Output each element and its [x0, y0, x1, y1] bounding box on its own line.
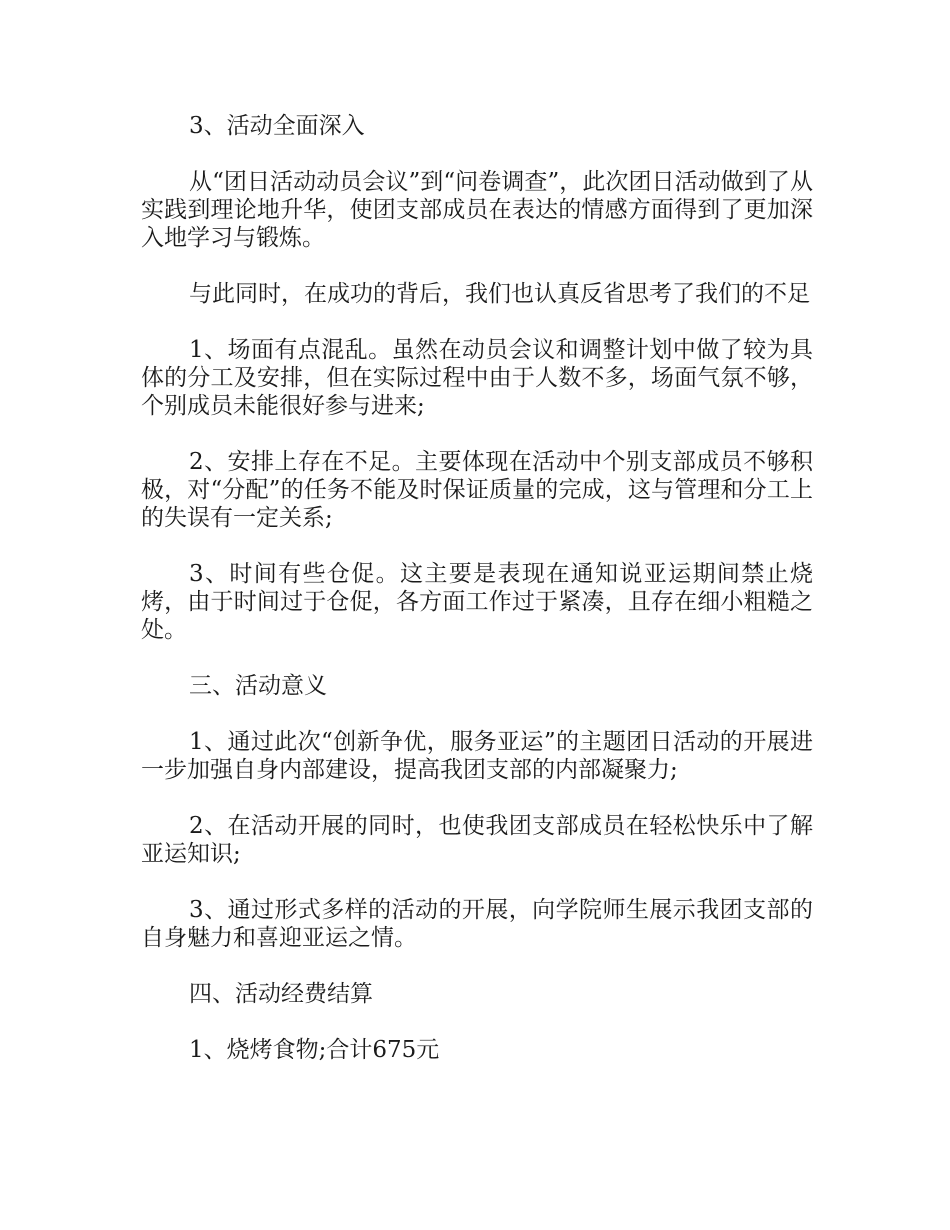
body-paragraph: 2、安排上存在不足。主要体现在活动中个别支部成员不够积极，对“分配”的任务不能及时保证质量的完成，这与管理和分工上的失误有一定关系; [141, 449, 813, 531]
section-heading: 三、活动意义 [189, 673, 327, 699]
document-body [141, 112, 813, 1092]
body-paragraph: 从“团日活动动员会议”到“问卷调查”，此次团日活动做到了从实践到理论地升华，使团支部成员在表达的情感方面得到了更加深入地学习与锻炼。 [141, 169, 813, 251]
section-subheading: 3、活动全面深入 [189, 113, 365, 139]
body-paragraph: 1、通过此次“创新争优，服务亚运”的主题团日活动的开展进一步加强自身内部建设，提高我团支部的内部凝聚力; [141, 729, 813, 783]
body-paragraph: 与此同时，在成功的背后，我们也认真反省思考了我们的不足 [189, 281, 810, 307]
section-heading: 四、活动经费结算 [189, 981, 373, 1007]
body-paragraph: 3、时间有些仓促。这主要是表现在通知说亚运期间禁止烧烤，由于时间过于仓促，各方面工作过于紧凑，且存在细小粗糙之处。 [141, 561, 813, 643]
body-paragraph: 1、烧烤食物;合计675元 [189, 1037, 440, 1063]
body-paragraph: 2、在活动开展的同时，也使我团支部成员在轻松快乐中了解亚运知识; [141, 813, 813, 867]
body-paragraph: 1、场面有点混乱。虽然在动员会议和调整计划中做了较为具体的分工及安排，但在实际过程中由于人数不多，场面气氛不够，个别成员未能很好参与进来; [141, 337, 813, 419]
body-paragraph: 3、通过形式多样的活动的开展，向学院师生展示我团支部的自身魅力和喜迎亚运之情。 [141, 897, 813, 951]
